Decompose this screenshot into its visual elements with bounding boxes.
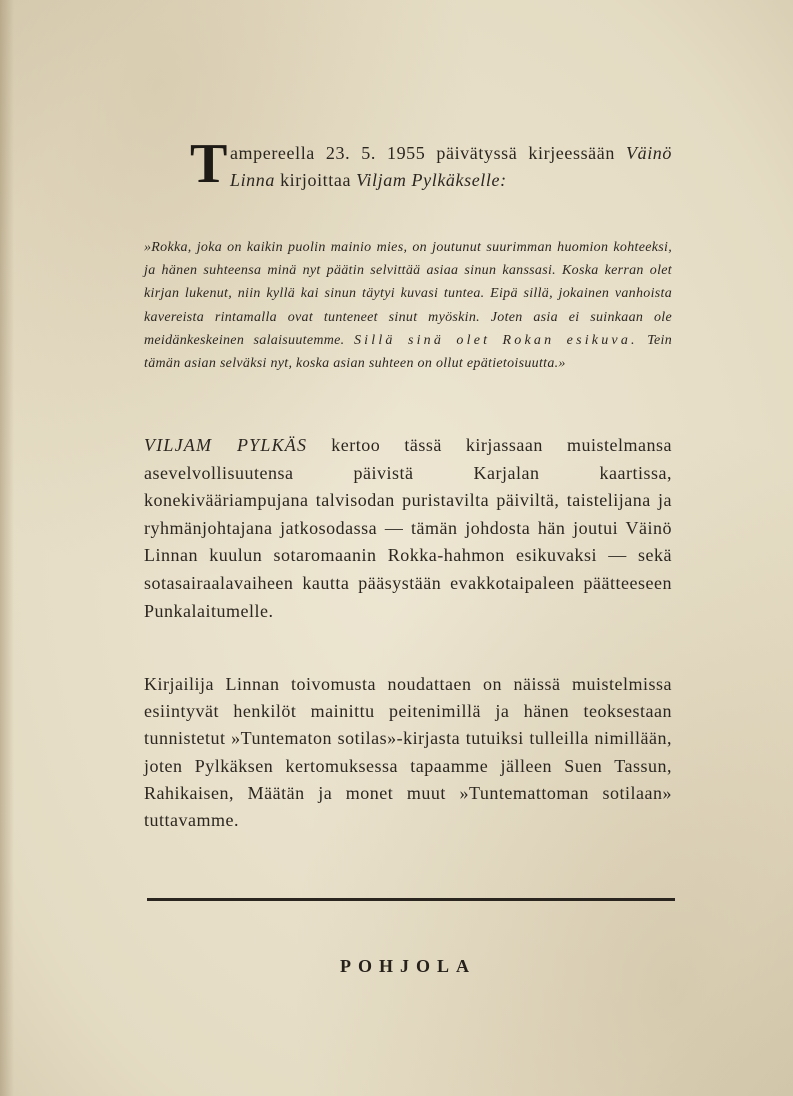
description-text-1: kertoo tässä kirjassaan muistelmansa asevelvollisuutensa päivistä Karjalan kaartissa, konekivääriampujana talvisodan puristavilta päiviltä, taistelijana ja ryhmänjohtajana jatkosodassa — tämän johdosta hän joutui Väinö Linnan kuulun sotaromaanin Rokka-hahmon esikuvaksi — sekä sotasairaalavaiheen kautta pääsystään evakkotaipaleen päätteeseen Punkalaitumelle. <box>144 435 672 621</box>
author-name: VILJAM PYLKÄS <box>144 435 308 455</box>
drop-cap: T <box>190 133 228 195</box>
quote-part-1: »Rokka, joka on kaikin puolin mainio mies, on joutunut suurimman huomion kohteeksi, ja hänen suhteensa minä nyt päätin selvittää asiaa sinun kanssasi. Koska kerran olet kirjan lukenut, niin kyllä kai sinun täytyi kuvasi tuntea. Eipä sillä, jokainen vanhoista kavereista rintamalla ovat tunteneet sinut myöskin. Joten asia ei suinkaan ole meidänkeskeinen salaisuutemme. <box>144 240 672 348</box>
letter-quote <box>144 236 672 375</box>
intro-lead: ampereella 23. 5. 1955 päivätyssä kirjeessään <box>229 143 615 163</box>
page-edge-shadow <box>0 0 14 1096</box>
intro-recipient: Viljam Pylkäkselle: <box>356 170 507 190</box>
intro-paragraph <box>144 133 672 195</box>
quote-part-2: Tein tämän asian selväksi nyt, koska asian suhteen on ollut epätietoisuutta.» <box>144 332 673 372</box>
quote-emphasis: Sillä sinä olet Rokan esikuva. <box>353 332 638 348</box>
description-paragraph-1 <box>144 432 672 625</box>
intro-middle: kirjoittaa <box>280 170 352 190</box>
divider-rule <box>147 898 675 901</box>
publisher-name: POHJOLA <box>339 956 476 976</box>
description-paragraph-2: Kirjailija Linnan toivomusta noudattaen on näissä muistelmissa esiintyvät henkilöt mainittu peitenimillä ja hänen teoksestaan tunnistetut »Tuntematon sotilas»-kirjasta tutuiksi tulleilla nimillään, joten Pylkäksen kertomuksessa tapaamme jälleen Suen Tassun, Rahikaisen, Määtän ja monet muut »Tuntemattoman sotilaan» tuttavamme. <box>144 674 672 831</box>
intro-writer: Väinö Linna <box>229 143 672 190</box>
